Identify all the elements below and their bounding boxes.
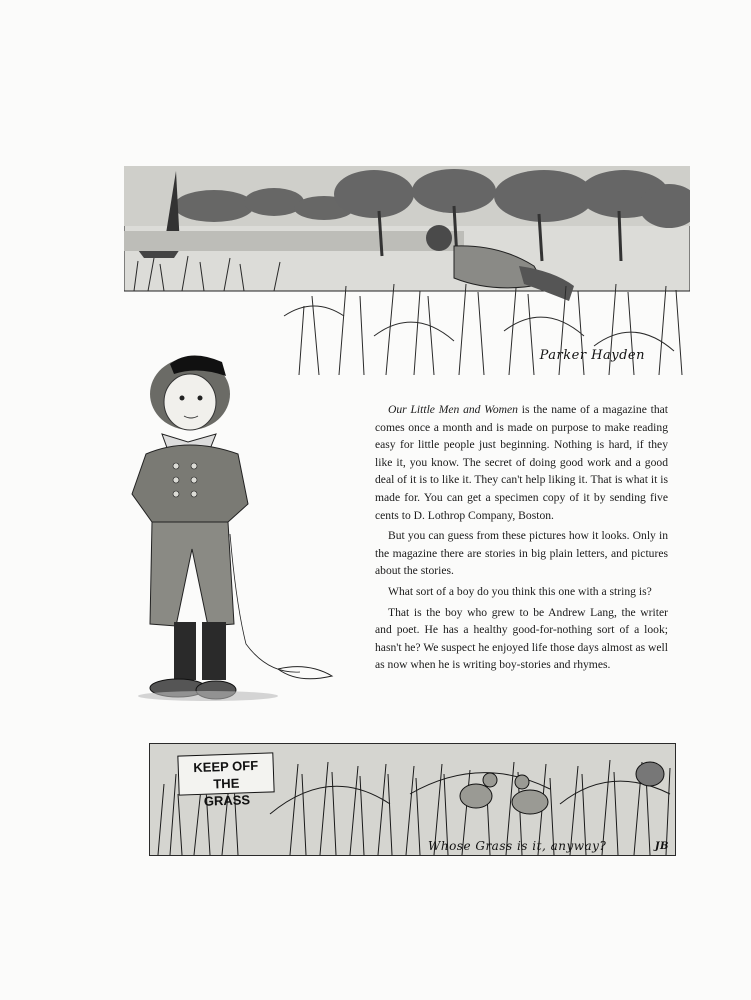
magazine-title: Our Little Men and Women	[388, 403, 518, 416]
article-text	[375, 401, 668, 677]
sign-line-2: GRASS	[203, 792, 251, 809]
sign-line-1: KEEP OFF THE	[193, 757, 259, 792]
boy-with-string-illustration	[118, 344, 336, 714]
article-paragraph-4: That is the boy who grew to be Andrew Lang, the writer and poet. He has a healthy good-for-nothing sort of a look; hasn't he? We suspect he enjoyed life those days almost as well as now when he is writing boy-stories and rhymes.	[375, 605, 668, 672]
artist-signature: Parker Hayden	[539, 348, 645, 363]
bottom-illustration-keep-off-grass	[149, 743, 676, 856]
boy-with-string-engraving	[118, 344, 336, 714]
artist-monogram: JB	[654, 841, 669, 852]
article-paragraph-1	[375, 401, 668, 524]
keep-off-grass-sign	[177, 752, 274, 809]
article-paragraph-2: But you can guess from these pictures how it looks. Only in the magazine there are stories in big plain letters, and pictures about the stories.	[375, 529, 668, 578]
illustration-caption: Whose Grass is it, anyway?	[428, 839, 607, 853]
article-paragraph-3: What sort of a boy do you think this one with a string is?	[388, 584, 652, 598]
paragraph-1-body: is the name of a magazine that comes once a month and is made on purpose to make reading easy for little people just beginning. Nothing is hard, if they like it, you know. The secret of doing good work and a good deal of it is to like it. They can't help liking it. That is what it is made for. You can get a specimen copy of it by sending five cents to D. Lothrop Company, Boston.	[375, 403, 669, 522]
